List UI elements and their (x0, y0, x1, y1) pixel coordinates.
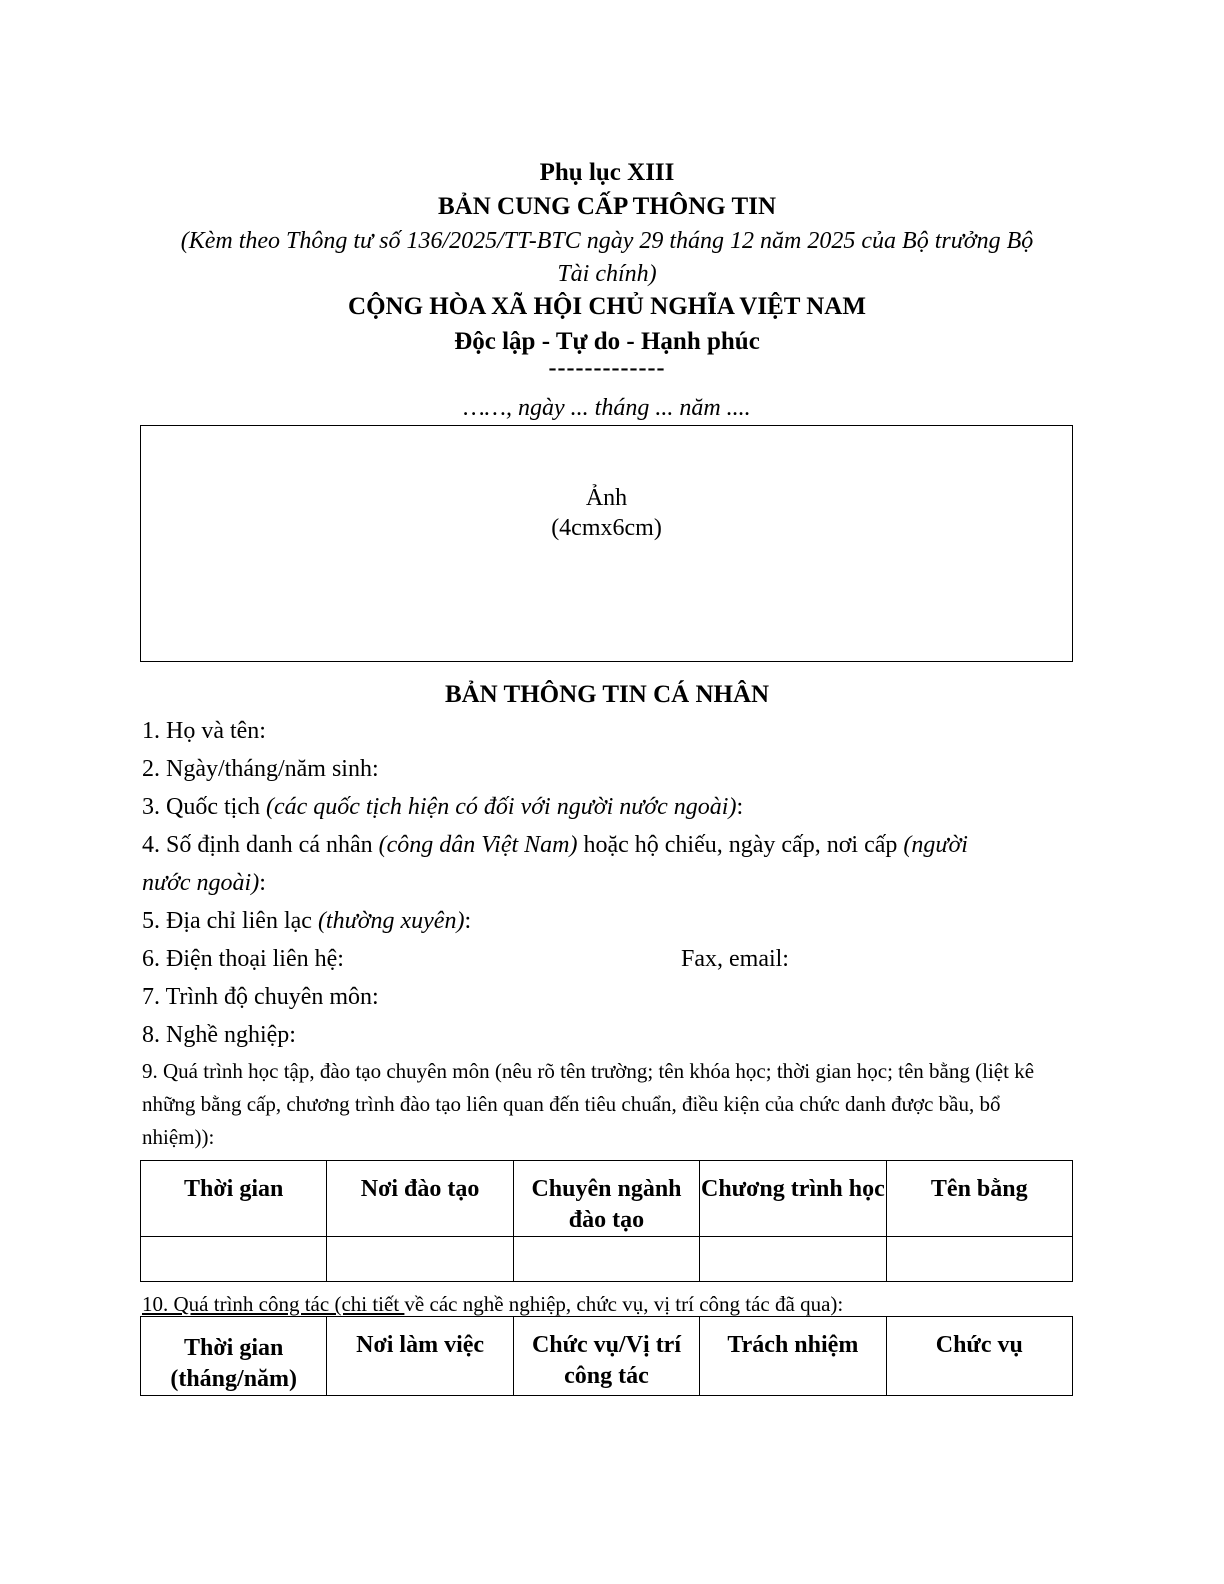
work-col-responsibility: Trách nhiệm (700, 1317, 886, 1396)
training-col-time: Thời gian (141, 1161, 327, 1237)
field-qualification: 7. Trình độ chuyên môn: (142, 984, 379, 1010)
section-title: BẢN THÔNG TIN CÁ NHÂN (444, 681, 770, 708)
header-divider: ------------- (548, 355, 666, 381)
field-address (142, 902, 471, 940)
field-nationality-label: 3. Quốc tịch (142, 794, 266, 820)
table-cell[interactable] (141, 1237, 327, 1282)
training-table (140, 1160, 1073, 1282)
form-title: BẢN CUNG CẤP THÔNG TIN (437, 193, 776, 220)
training-col-degree: Tên bằng (886, 1161, 1072, 1237)
appendix-title: Phụ lục XIII (539, 159, 675, 186)
attachment-note-line-1: (Kèm theo Thông tư số 136/2025/TT-BTC ngày 29 tháng 12 năm 2025 của Bộ trưởng Bộ (180, 228, 1034, 254)
table-row (141, 1237, 1073, 1282)
field-id-note-foreign-end: nước ngoài) (142, 870, 260, 896)
training-table-header-row (141, 1161, 1073, 1237)
field-birth-date: 2. Ngày/tháng/năm sinh: (142, 756, 379, 782)
training-col-major: Chuyên ngành đào tạo (513, 1161, 699, 1237)
field-work-history-label: 10. Quá trình công tác (chi tiết (142, 1292, 405, 1316)
table-cell[interactable] (513, 1237, 699, 1282)
work-table-header-row (141, 1317, 1073, 1396)
field-nationality-colon: : (736, 794, 744, 820)
field-work-history-note: về các nghề nghiệp, chức vụ, vị trí công tác đã qua): (404, 1292, 844, 1316)
field-fax-email: Fax, email: (681, 946, 789, 972)
field-occupation: 8. Nghề nghiệp: (142, 1022, 296, 1048)
work-col-position: Chức vụ/Vị trí công tác (513, 1317, 699, 1396)
field-full-name: 1. Họ và tên: (142, 718, 266, 744)
work-col-time: Thời gian (tháng/năm) (141, 1317, 327, 1396)
field-address-label: 5. Địa chỉ liên lạc (142, 908, 318, 934)
training-col-place: Nơi đào tạo (327, 1161, 513, 1237)
training-col-program: Chương trình học (700, 1161, 886, 1237)
field-education-history: 9. Quá trình học tập, đào tạo chuyên môn (nêu rõ tên trường; tên khóa học; thời gian học; tên bằng (liệt kê những bằng cấp, chương trình đào tạo liên quan đến tiêu chuẩn, điều kiện của chức danh được bầu, bổ nhiệm)): (142, 1059, 1035, 1149)
field-id-number (142, 826, 968, 864)
field-id-note-foreign-start: (người (903, 832, 968, 858)
table-cell[interactable] (700, 1237, 886, 1282)
work-col-workplace: Nơi làm việc (327, 1317, 513, 1396)
table-cell[interactable] (886, 1237, 1072, 1282)
field-address-colon: : (464, 908, 472, 934)
field-id-number-continued (142, 864, 266, 902)
attachment-note-line-2: Tài chính) (557, 261, 657, 287)
field-id-passport-label: hoặc hộ chiếu, ngày cấp, nơi cấp (577, 832, 904, 858)
table-cell[interactable] (327, 1237, 513, 1282)
field-id-colon: : (259, 870, 266, 896)
field-work-history (142, 1289, 843, 1319)
field-nationality (142, 788, 743, 826)
work-table (140, 1316, 1073, 1396)
photo-box (140, 425, 1073, 662)
field-id-label: 4. Số định danh cá nhân (142, 832, 379, 858)
photo-size: (4cmx6cm) (551, 515, 662, 541)
field-phone: 6. Điện thoại liên hệ: (142, 946, 344, 972)
nation-name: CỘNG HÒA XÃ HỘI CHỦ NGHĨA VIỆT NAM (348, 293, 866, 320)
date-line: ……, ngày ... tháng ... năm .... (463, 395, 751, 421)
field-id-note-citizen: (công dân Việt Nam) (378, 832, 578, 858)
photo-label: Ảnh (585, 485, 628, 511)
attachment-note (140, 225, 1074, 291)
work-col-title: Chức vụ (886, 1317, 1072, 1396)
field-nationality-note: (các quốc tịch hiện có đối với người nước ngoài) (265, 794, 737, 820)
motto: Độc lập - Tự do - Hạnh phúc (454, 328, 760, 355)
field-address-note: (thường xuyên) (317, 908, 465, 934)
